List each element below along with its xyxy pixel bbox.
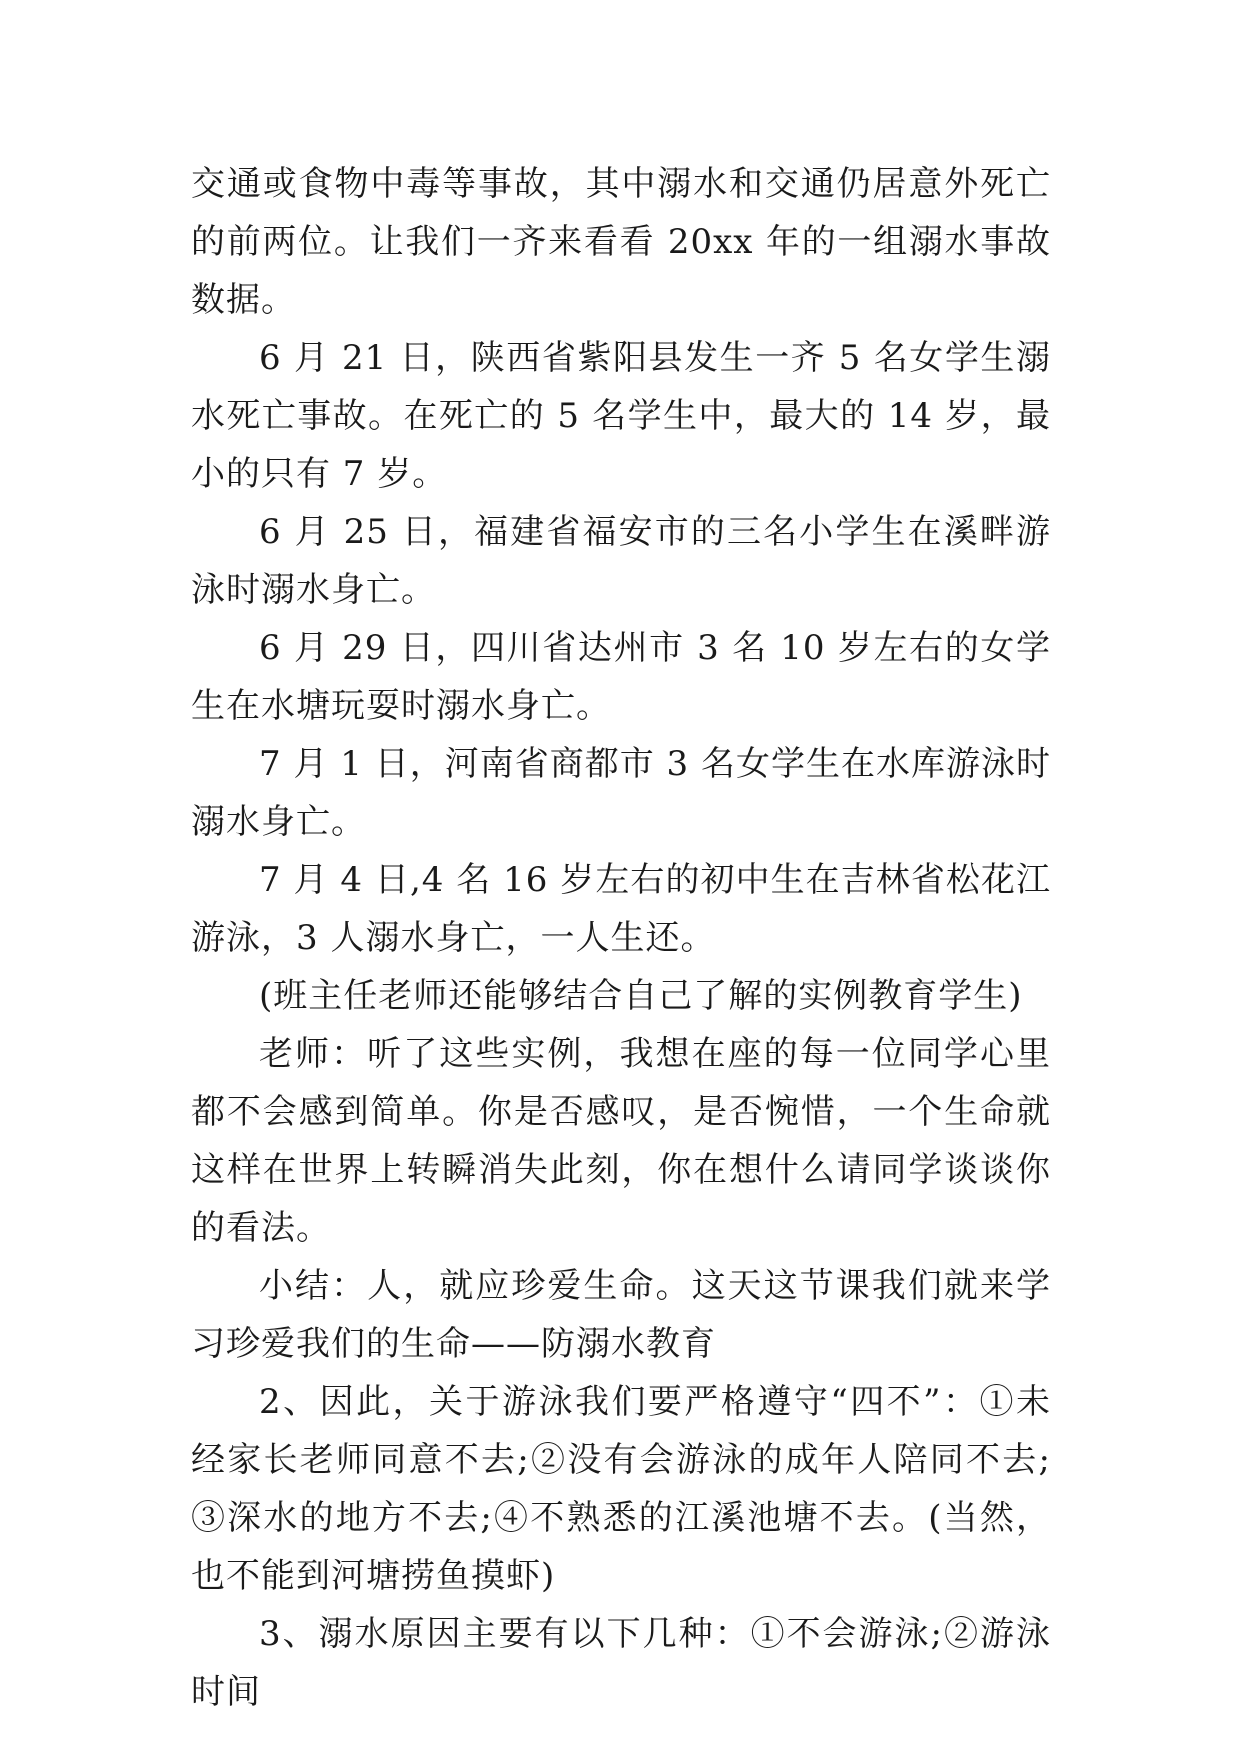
paragraph-four-rules: 2、因此，关于游泳我们要严格遵守“四不”：①未经家长老师同意不去;②没有会游泳的成年人陪同不去;③深水的地方不去;④不熟悉的江溪池塘不去。(当然，也不能到河塘捞鱼摸虾) (191, 1382, 1051, 1596)
document-body (191, 155, 1051, 1721)
paragraph-june-29: 6 月 29 日，四川省达州市 3 名 10 岁左右的女学生在水塘玩耍时溺水身亡。 (191, 628, 1051, 726)
paragraph-june-21: 6 月 21 日，陕西省紫阳县发生一齐 5 名女学生溺水死亡事故。在死亡的 5 名学生中，最大的 14 岁，最小的只有 7 岁。 (191, 338, 1051, 494)
paragraph-july-1: 7 月 1 日，河南省商都市 3 名女学生在水库游泳时溺水身亡。 (191, 744, 1051, 842)
paragraph-intro-continued: 交通或食物中毒等事故，其中溺水和交通仍居意外死亡的前两位。让我们一齐来看看 20xx 年的一组溺水事故数据。 (191, 164, 1051, 320)
paragraph-july-4: 7 月 4 日,4 名 16 岁左右的初中生在吉林省松花江游泳，3 人溺水身亡，一人生还。 (191, 860, 1051, 958)
paragraph-drowning-causes: 3、溺水原因主要有以下几种：①不会游泳;②游泳时间 (191, 1614, 1051, 1712)
paragraph-teacher-note: (班主任老师还能够结合自己了解的实例教育学生) (259, 976, 1023, 1016)
paragraph-june-25: 6 月 25 日，福建省福安市的三名小学生在溪畔游泳时溺水身亡。 (191, 512, 1051, 610)
paragraph-summary: 小结：人，就应珍爱生命。这天这节课我们就来学习珍爱我们的生命——防溺水教育 (191, 1266, 1051, 1364)
paragraph-teacher-speech: 老师：听了这些实例，我想在座的每一位同学心里都不会感到简单。你是否感叹，是否惋惜，一个生命就这样在世界上转瞬消失此刻，你在想什么请同学谈谈你的看法。 (191, 1034, 1051, 1248)
